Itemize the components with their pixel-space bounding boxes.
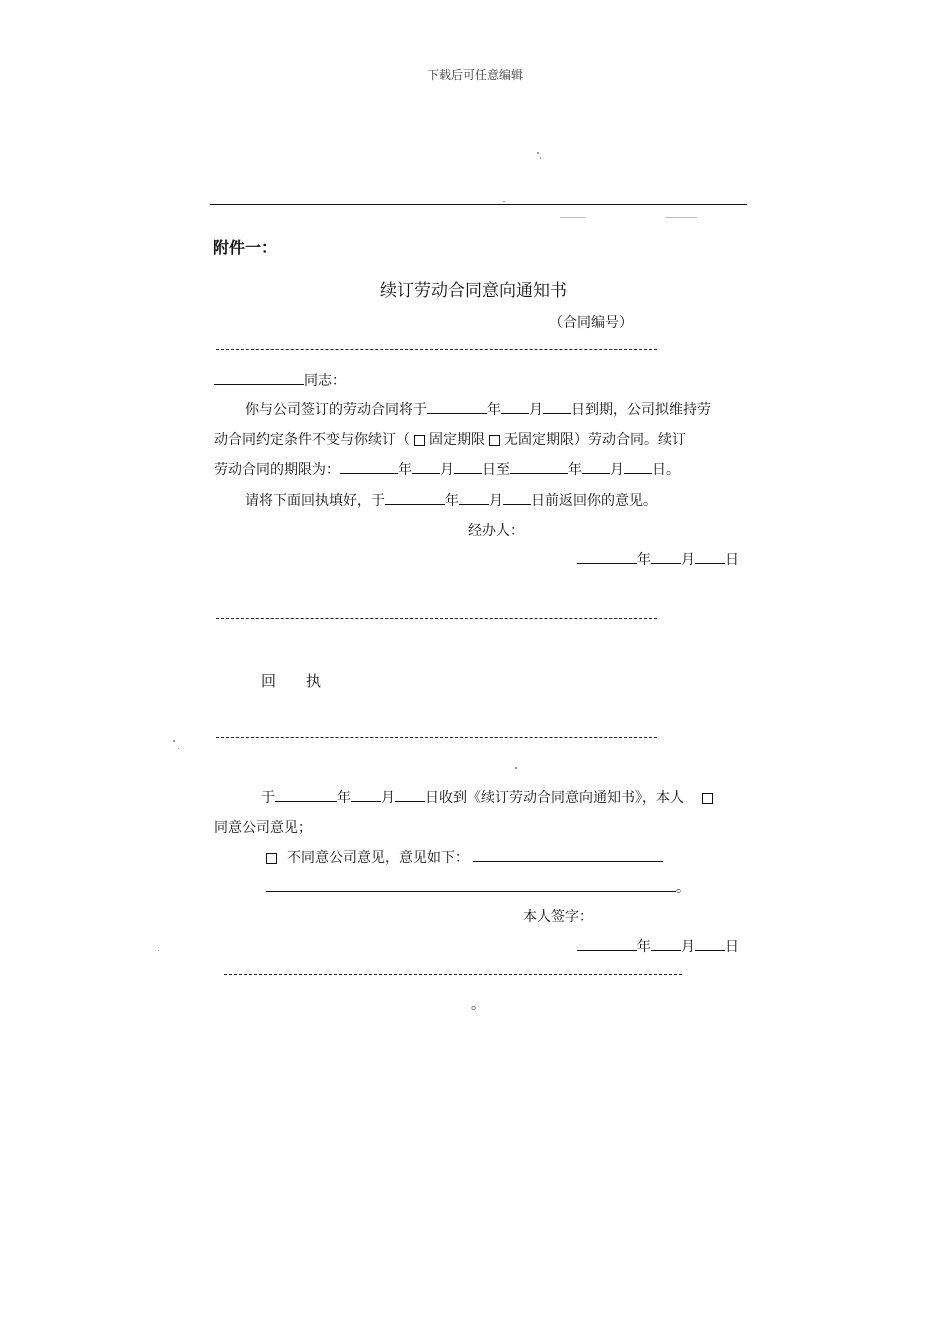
sign-month-blank[interactable]: [651, 936, 681, 951]
scan-speck: [540, 157, 541, 159]
scan-speck: [665, 217, 697, 218]
notice-date: [577, 545, 739, 575]
return-year-blank[interactable]: [385, 490, 445, 505]
text: 月: [489, 493, 503, 509]
agree-checkbox[interactable]: [702, 793, 713, 804]
return-month-blank[interactable]: [459, 490, 489, 505]
text: 日前返回你的意见。: [531, 493, 657, 509]
scan-speck: [503, 201, 505, 202]
scan-speck: [158, 950, 159, 951]
text: 年: [445, 493, 459, 509]
receipt-line-1: [261, 783, 717, 813]
receipt-year-blank[interactable]: [275, 787, 337, 802]
text: 日到期，公司拟维持劳: [571, 402, 711, 418]
salutation: 同志：: [304, 373, 346, 389]
attachment-label: 附件一：: [213, 238, 278, 257]
term-year-end-blank[interactable]: [510, 459, 568, 474]
page-header: 下载后可任意编辑: [426, 68, 523, 82]
notice-line-1: [245, 395, 711, 425]
term-month-start-blank[interactable]: [412, 459, 440, 474]
text: 你与公司签订的劳动合同将于: [245, 402, 427, 418]
receipt-date: [577, 932, 739, 962]
text: 年: [398, 462, 412, 478]
notice-year-blank[interactable]: [577, 549, 637, 564]
document-title: 续订劳动合同意向通知书: [380, 281, 567, 301]
text: 月: [681, 939, 695, 955]
text: 不同意公司意见，意见如下：: [287, 850, 469, 866]
text: 日收到《续订劳动合同意向通知书》，本人: [425, 790, 684, 806]
signature-label: 本人签字：: [523, 909, 593, 925]
notice-line-2: [214, 425, 686, 455]
text: 固定期限: [429, 432, 485, 448]
salutation-line: [214, 366, 346, 396]
text: 年: [487, 402, 501, 418]
text: 年: [637, 939, 651, 955]
text: 日: [725, 939, 739, 955]
agree-label: 同意公司意见；: [214, 820, 312, 836]
unfixed-term-checkbox[interactable]: [489, 435, 500, 446]
term-day-start-blank[interactable]: [454, 459, 482, 474]
handler-label: 经办人：: [468, 523, 524, 539]
text: 无固定期限）劳动合同。续订: [504, 432, 686, 448]
term-day-end-blank[interactable]: [624, 459, 652, 474]
top-rule: [210, 204, 747, 205]
text: 。: [676, 880, 690, 896]
receipt-line-3: [266, 843, 663, 873]
dashed-separator: [216, 349, 657, 350]
expire-year-blank[interactable]: [427, 399, 487, 414]
receipt-heading-part: 回: [261, 672, 277, 690]
text: 劳动合同的期限为：: [214, 462, 340, 478]
contract-number-label: （合同编号）: [549, 315, 633, 331]
disagree-checkbox[interactable]: [266, 853, 277, 864]
receipt-heading-part: 执: [306, 672, 322, 690]
opinion-blank-1[interactable]: [473, 847, 663, 862]
text: 月: [681, 552, 695, 568]
text: 动合同约定条件不变与你续订（: [214, 432, 410, 448]
scan-speck: [515, 767, 517, 769]
text: 请将下面回执填好，于: [245, 493, 385, 509]
fixed-term-checkbox[interactable]: [414, 435, 425, 446]
text: 日至: [482, 462, 510, 478]
return-day-blank[interactable]: [503, 490, 531, 505]
receipt-heading: [261, 670, 321, 691]
notice-line-4: [245, 486, 657, 516]
notice-day-blank[interactable]: [695, 549, 725, 564]
sign-day-blank[interactable]: [695, 936, 725, 951]
text: 于: [261, 790, 275, 806]
term-month-end-blank[interactable]: [582, 459, 610, 474]
expire-month-blank[interactable]: [501, 399, 529, 414]
notice-line-3: [214, 455, 680, 485]
opinion-blank-2[interactable]: [266, 877, 676, 892]
dashed-separator: [216, 618, 657, 619]
text: 月: [529, 402, 543, 418]
text: 年: [568, 462, 582, 478]
text: 月: [440, 462, 454, 478]
receipt-day-blank[interactable]: [395, 787, 425, 802]
expire-day-blank[interactable]: [543, 399, 571, 414]
sign-year-blank[interactable]: [577, 936, 637, 951]
text: 月: [610, 462, 624, 478]
scan-speck: [178, 748, 179, 749]
bottom-mark: 。: [471, 997, 485, 1013]
text: 日。: [652, 462, 680, 478]
scan-speck: [537, 152, 539, 154]
text: 月: [381, 790, 395, 806]
name-blank[interactable]: [214, 370, 304, 385]
text: 年: [337, 790, 351, 806]
term-year-start-blank[interactable]: [340, 459, 398, 474]
scan-speck: [173, 740, 175, 742]
receipt-month-blank[interactable]: [351, 787, 381, 802]
text: 年: [637, 552, 651, 568]
dashed-separator: [216, 737, 657, 738]
notice-month-blank[interactable]: [651, 549, 681, 564]
scan-speck: [560, 217, 586, 218]
receipt-line-4: [266, 873, 690, 903]
text: 日: [725, 552, 739, 568]
dashed-separator: [224, 974, 682, 975]
